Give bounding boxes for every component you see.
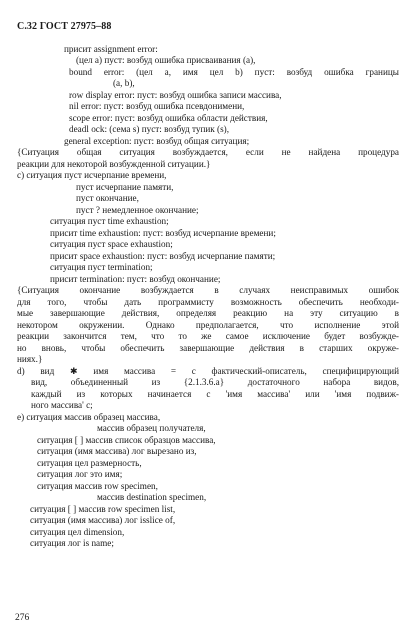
text-line: ситуация пуст space exhaustion;	[50, 239, 173, 249]
text-line: массив destination specimen,	[97, 492, 207, 502]
text-line: {Ситуация общая ситуация возбуждается, если не найдена процедура	[17, 147, 399, 157]
text-line: реакции закончится тем, что то же самое исключение будет возбужде-	[17, 331, 399, 341]
text-line: присит termination: пуст: возбуд окончание;	[50, 274, 221, 284]
text-line: e) ситуация массив образец массива,	[17, 412, 161, 422]
text-line: (a, b),	[113, 78, 135, 88]
text-line: реакции для некоторой возбужденной ситуации.}	[17, 159, 211, 169]
text-line: ситуация лог is name;	[30, 538, 114, 548]
text-line: ниях.}	[17, 354, 43, 364]
text-line: вид, объединенный из {2.1.3.6.a} достаточного набора видов,	[31, 377, 399, 387]
text-line: (цел a) пуст: возбуд ошибка присваивания (a),	[76, 55, 256, 65]
text-line: ситуация массив row specimen,	[37, 481, 158, 491]
text-line: присит assignment error:	[64, 44, 158, 54]
text-line: ситуация [ ] массив row specimen list,	[30, 504, 176, 514]
text-line: некотором окружении. Однако предполагается, что исполнение этой	[17, 320, 399, 330]
text-line: row display error: пуст: возбуд ошибка записи массива,	[69, 90, 282, 100]
text-line: bound error: (цел a, имя цел b) пуст: возбуд ошибка границы	[69, 67, 399, 77]
text-line: {Ситуация окончание возбуждается в случаях неисправимых ошибок	[17, 285, 399, 295]
text-line: мые завершающие действия, определяя реакцию на эту ситуацию в	[17, 308, 399, 318]
text-line: присит time exhaustion: пуст: возбуд исчерпание времени;	[50, 228, 276, 238]
page-number: 276	[15, 613, 30, 623]
text-line: ситуация цел размерность,	[37, 458, 142, 468]
text-line: ситуация [ ] массив список образцов массива,	[37, 435, 216, 445]
text-line: пуст исчерпание памяти,	[76, 182, 174, 192]
text-line: пуст ? немедленное окончание;	[76, 205, 199, 215]
text-line: каждый из которых начинается с 'имя массива' или 'имя подвиж-	[31, 389, 399, 399]
text-line: c) ситуация пуст исчерпание времени,	[17, 170, 167, 180]
text-line: nil error: пуст: возбуд ошибка псевдонимени,	[69, 101, 245, 111]
text-line: ситуация лог это имя;	[37, 469, 123, 479]
text-line: но вновь, чтобы обеспечить завершающие действия в старших окруже-	[17, 343, 399, 353]
text-line: ситуация пуст time exhaustion;	[50, 216, 169, 226]
text-line: general exception: пуст: возбуд общая ситуация;	[64, 136, 250, 146]
text-line: ного массива' c;	[31, 400, 93, 410]
text-line: присит space exhaustion: пуст: возбуд исчерпание памяти;	[50, 251, 276, 261]
text-line: scope error: пуст: возбуд ошибка области действия,	[69, 113, 268, 123]
text-line: для того, чтобы дать программисту возможность обеспечить необходи-	[17, 297, 399, 307]
text-line: ситуация пуст termination;	[50, 262, 153, 272]
text-line: ситуация (имя массива) лог вырезано из,	[37, 446, 197, 456]
text-line: deadl ock: (сема s) пуст: возбуд тупик (s),	[69, 124, 230, 134]
text-line: пуст окончание,	[76, 193, 139, 203]
text-line: ситуация (имя массива) лог isslice of,	[30, 515, 176, 525]
text-line: d) вид ✱ имя массива = с фактический-описатель, специфицирующий	[17, 366, 399, 376]
text-line: массив образец получателя,	[97, 423, 206, 433]
page-header: С.32 ГОСТ 27975–88	[17, 21, 112, 32]
text-line: ситуация цел dimension,	[30, 527, 125, 537]
